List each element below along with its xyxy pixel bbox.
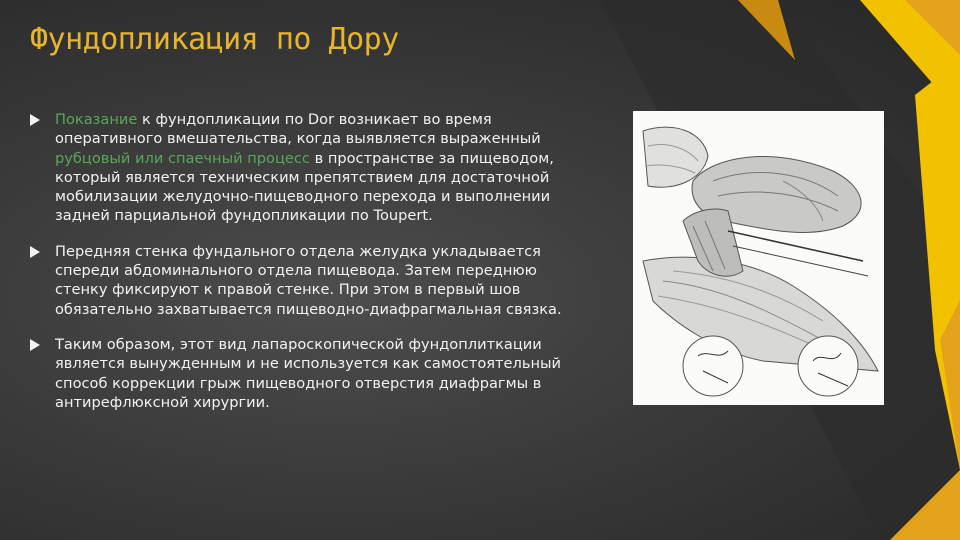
detail-circle-left xyxy=(683,336,743,396)
bullet-item-conclusion xyxy=(30,335,590,412)
detail-circle-right xyxy=(798,336,858,396)
bullet-item-technique xyxy=(30,242,590,319)
bullet-text: Таким образом, этот вид лапароскопической фундоплиткации является вынужденным и не используется как самостоятельный способ коррекции грыж пищеводного отверстия диафрагмы в антирефлюксной хирургии. xyxy=(55,335,561,411)
bullet-text: Передняя стенка фундального отдела желудка укладывается спереди абдоминального отдела пищевода. Затем переднюю стенку фиксируют к правой стенке. При этом в первый шов обязательно захватывается пищеводно-диафрагмальная связка. xyxy=(55,242,562,318)
bullet-text-part: в пространстве за пищеводом, который является техническим препятствием для достаточной мобилизации желудочно-пищеводного перехода и выполнении задней парциальной фундопликации по Toupert. xyxy=(55,149,554,225)
bullet-text-part: к фундопликации по Dor возникает во время оперативного вмешательства, когда выявляется выраженный xyxy=(55,111,541,148)
surgical-illustration xyxy=(633,111,884,405)
bullet-arrow-icon xyxy=(30,246,40,258)
bullet-list xyxy=(30,110,590,428)
bullet-arrow-icon xyxy=(30,114,40,126)
bullet-arrow-icon xyxy=(30,339,40,351)
highlight-scar-process: рубцовый или спаечный процесс xyxy=(55,149,310,167)
anatomy-sketch xyxy=(633,111,884,405)
slide-title: Фундопликация по Дору xyxy=(30,22,399,57)
highlight-indication: Показание xyxy=(55,111,138,128)
bullet-item-indication xyxy=(30,110,590,226)
